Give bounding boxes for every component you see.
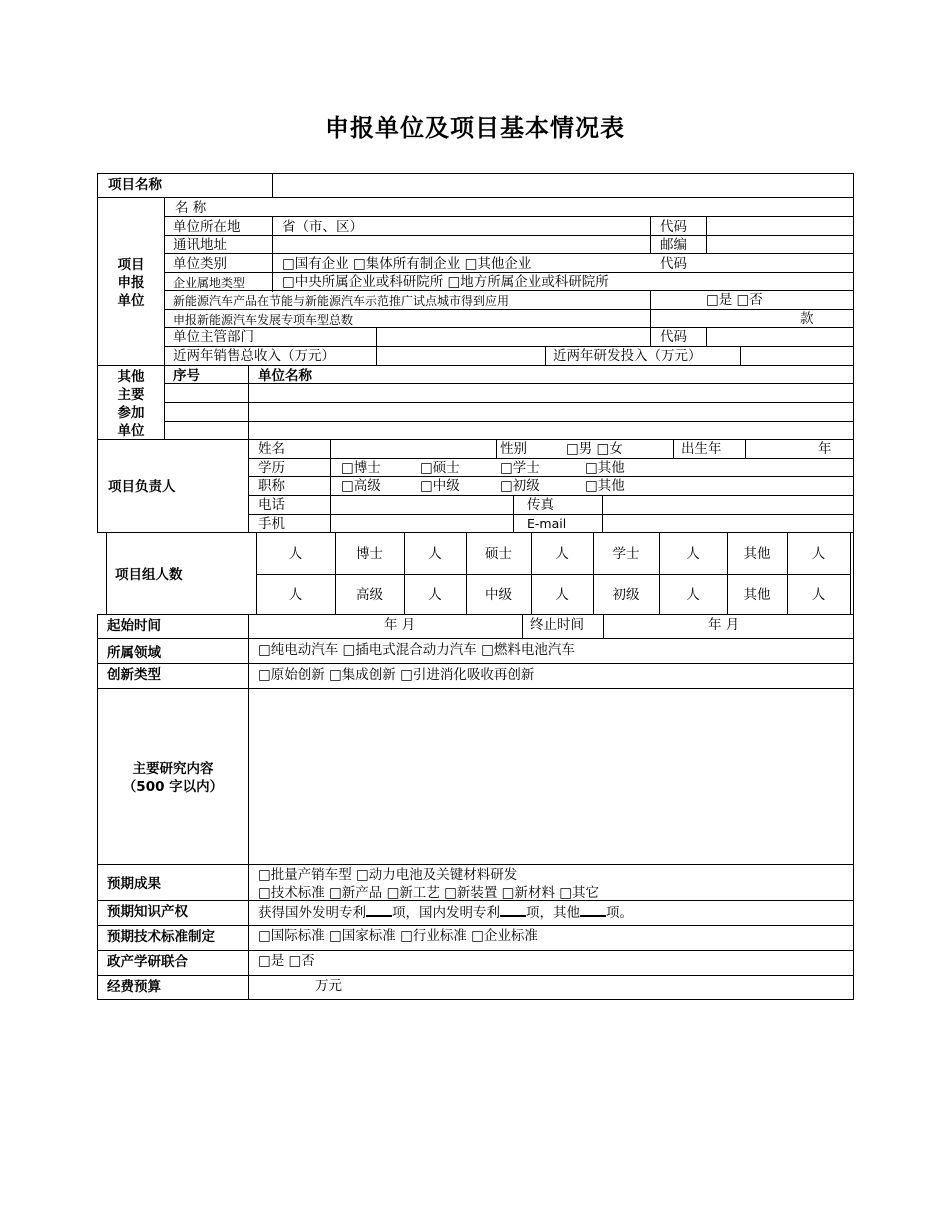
- unit-type-label: 单位类别: [173, 256, 227, 272]
- birth-label: 出生年: [681, 441, 722, 457]
- coop-options[interactable]: □是 □否: [258, 953, 315, 969]
- edu-option-master[interactable]: □硕士: [420, 460, 460, 476]
- team-cell: 人: [811, 587, 826, 603]
- ip-text: [258, 903, 633, 921]
- team-cell: 人: [288, 546, 303, 562]
- std-options[interactable]: □国际标准 □国家标准 □行业标准 □企业标准: [258, 928, 538, 944]
- results-options-line1[interactable]: □批量产销车型 □动力电池及关键材料研发: [258, 867, 518, 883]
- team-cell: 初级: [612, 587, 640, 603]
- field-options[interactable]: □纯电动汽车 □插电式混合动力汽车 □燃料电池汽车: [258, 642, 575, 658]
- team-cell: 人: [428, 587, 442, 603]
- other-unit-name-label: 单位名称: [258, 368, 312, 384]
- unit-type-options[interactable]: □国有企业 □集体所有制企业 □其他企业: [282, 256, 532, 272]
- seq-label: 序号: [173, 368, 200, 384]
- affiliation-options[interactable]: □中央所属企业或科研院所 □地方所属企业或科研院所: [282, 274, 609, 290]
- phone-label: 电话: [258, 497, 285, 513]
- edu-option-doctor[interactable]: □博士: [341, 460, 381, 476]
- team-cell: 中级: [485, 587, 512, 603]
- demo-city-label: 新能源汽车产品在节能与新能源汽车示范推广试点城市得到应用: [173, 294, 510, 308]
- mobile-label: 手机: [258, 516, 285, 532]
- team-cell: 人: [686, 587, 700, 603]
- team-cell: 高级: [356, 587, 383, 603]
- ip-foreign-text: 获得国外发明专利: [258, 905, 366, 921]
- team-cell: 其他: [743, 587, 771, 603]
- gender-options[interactable]: □男 □女: [566, 441, 623, 457]
- rd-label: 近两年研发投入（万元）: [553, 348, 702, 364]
- end-value: 年 月: [708, 617, 740, 633]
- results-label: 预期成果: [107, 876, 161, 892]
- title-option-mid[interactable]: □中级: [420, 478, 460, 494]
- ip-end-text: 项。: [606, 905, 633, 921]
- leader-group-label: 项目负责人: [108, 479, 176, 495]
- edu-option-bachelor[interactable]: □学士: [500, 460, 540, 476]
- location-value: 省（市、区）: [282, 219, 363, 235]
- start-value: 年 月: [384, 617, 416, 633]
- other-units-group-label: 其他 主要 参加 单位: [117, 369, 145, 439]
- title-label: 职称: [258, 478, 285, 494]
- project-name-label: 项目名称: [108, 177, 162, 193]
- team-cell: 人: [811, 546, 826, 562]
- unit-type-code-label: 代码: [660, 256, 687, 272]
- team-cell: 人: [555, 587, 569, 603]
- innovation-options[interactable]: □原始创新 □集成创新 □引进消化吸收再创新: [258, 667, 535, 683]
- results-options-line2[interactable]: □技术标准 □新产品 □新工艺 □新装置 □新材料 □其它: [258, 885, 599, 901]
- birth-year-unit: 年: [818, 441, 832, 457]
- address-label: 通讯地址: [173, 237, 227, 253]
- budget-unit: 万元: [315, 978, 342, 994]
- email-label: E-mail: [527, 516, 567, 531]
- edu-option-other[interactable]: □其他: [585, 460, 625, 476]
- leader-name-label: 姓名: [258, 441, 285, 457]
- location-label: 单位所在地: [173, 219, 241, 235]
- affiliation-label: 企业属地类型: [173, 276, 246, 290]
- models-unit: 款: [800, 311, 814, 327]
- team-cell: 学士: [612, 546, 640, 562]
- team-cell: 人: [555, 546, 569, 562]
- sales-label: 近两年销售总收入（万元）: [173, 348, 335, 364]
- location-code-label: 代码: [660, 219, 687, 235]
- field-label: 所属领域: [107, 645, 161, 661]
- authority-code-label: 代码: [660, 329, 687, 345]
- unit-name-label: 名 称: [175, 200, 207, 216]
- title-option-other[interactable]: □其他: [585, 478, 625, 494]
- team-cell: 人: [686, 546, 700, 562]
- team-cell: 人: [428, 546, 442, 562]
- ip-domestic-text: 项，国内发明专利: [392, 905, 500, 921]
- research-label: 主要研究内容: [132, 761, 214, 777]
- ip-foreign-blank[interactable]: [366, 903, 392, 917]
- research-note: （500 字以内）: [122, 779, 224, 795]
- team-group-label: 项目组人数: [115, 567, 183, 583]
- budget-label: 经费预算: [107, 979, 161, 995]
- edu-label: 学历: [258, 460, 285, 476]
- fax-label: 传真: [527, 497, 554, 513]
- innovation-label: 创新类型: [107, 667, 161, 683]
- research-content-area[interactable]: [250, 690, 852, 863]
- ip-other-text: 项，其他: [526, 905, 580, 921]
- end-label: 终止时间: [530, 617, 584, 633]
- std-label: 预期技术标准制定: [107, 929, 215, 945]
- coop-label: 政产学研联合: [107, 954, 188, 970]
- models-label: 申报新能源汽车发展专项车型总数: [173, 313, 354, 327]
- ip-label: 预期知识产权: [107, 904, 188, 920]
- postcode-label: 邮编: [660, 237, 687, 253]
- title-option-senior[interactable]: □高级: [341, 478, 381, 494]
- team-cell: 硕士: [485, 546, 512, 562]
- start-label: 起始时间: [107, 618, 161, 634]
- ip-domestic-blank[interactable]: [500, 903, 526, 917]
- page-title: 申报单位及项目基本情况表: [325, 114, 625, 142]
- title-option-junior[interactable]: □初级: [500, 478, 540, 494]
- demo-city-options[interactable]: □是 □否: [706, 292, 763, 308]
- team-cell: 人: [288, 587, 303, 603]
- ip-other-blank[interactable]: [580, 903, 606, 917]
- authority-label: 单位主管部门: [173, 329, 254, 345]
- team-cell: 其他: [743, 546, 771, 562]
- team-cell: 博士: [356, 546, 383, 562]
- gender-label: 性别: [500, 441, 527, 457]
- applicant-group-label: 项目 申报 单位: [117, 257, 145, 309]
